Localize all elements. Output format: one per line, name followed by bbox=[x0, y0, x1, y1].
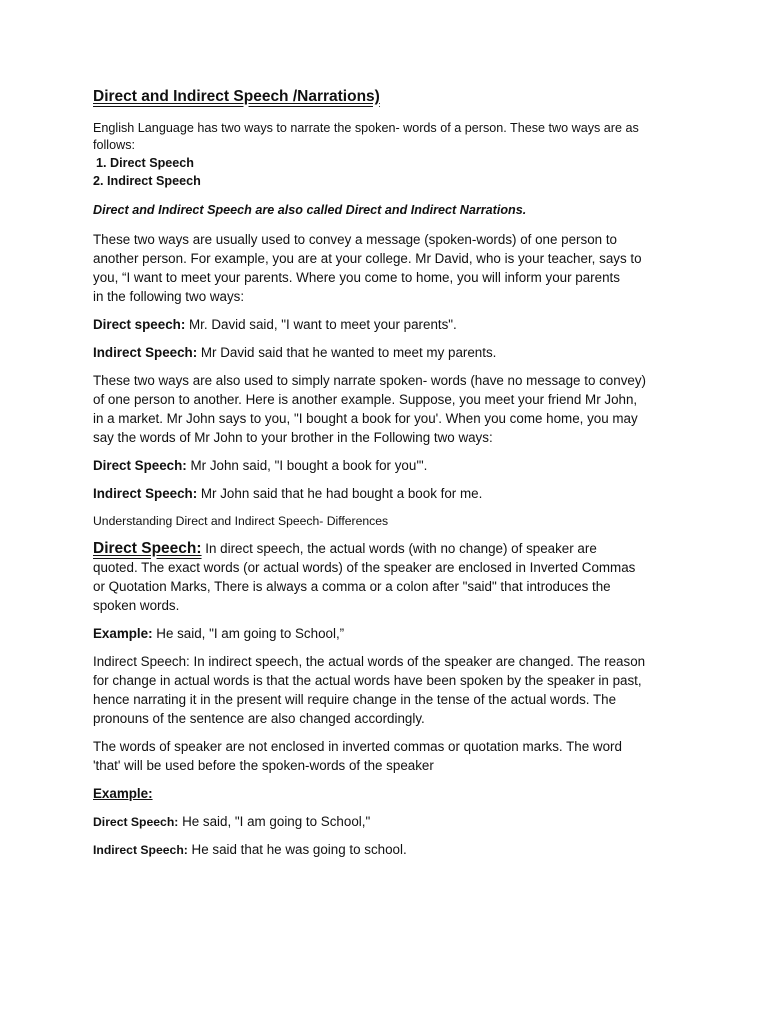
paragraph-1-line: another person. For example, you are at your college. Mr David, who is your teacher, says to bbox=[93, 251, 642, 266]
direct-speech-text: Mr. David said, "I want to meet your parents". bbox=[185, 317, 457, 332]
indirect-speech-label: Indirect Speech: bbox=[93, 345, 198, 360]
paragraph-1-line: These two ways are usually used to convey a message (spoken-words) of one person to bbox=[93, 232, 617, 247]
direct-speech-text: He said, "I am going to School," bbox=[178, 814, 371, 829]
intro-line-1: English Language has two ways to narrate the spoken- words of a person. These two ways are as bbox=[93, 121, 639, 135]
direct-speech-text: Mr John said, "I bought a book for you'". bbox=[186, 458, 428, 473]
paragraph-1-line: you, “I want to meet your parents. Where you come to home, you will inform your parents bbox=[93, 270, 620, 285]
final-example-direct bbox=[93, 812, 683, 831]
indirect-speech-line: pronouns of the sentence are also changed accordingly. bbox=[93, 711, 425, 726]
paragraph-2-line: of one person to another. Here is another example. Suppose, you meet your friend Mr John, bbox=[93, 392, 638, 407]
indirect-speech-text: Mr John said that he had bought a book for me. bbox=[197, 486, 483, 501]
paragraph-2-line: These two ways are also used to simply narrate spoken- words (have no message to convey) bbox=[93, 373, 646, 388]
direct-speech-label: Direct Speech: bbox=[93, 815, 179, 829]
paragraph-1-line: in the following two ways: bbox=[93, 289, 245, 304]
final-example-indirect bbox=[93, 840, 683, 859]
indirect-speech-label: Indirect Speech: bbox=[93, 486, 198, 501]
example-2-direct bbox=[93, 456, 683, 475]
direct-speech-section bbox=[93, 539, 683, 615]
indirect-speech-line: hence narrating it in the present will require change in the tense of the actual words. The bbox=[93, 692, 617, 707]
direct-speech-first-line bbox=[93, 539, 683, 558]
document-title: Direct and Indirect Speech /Narrations) bbox=[93, 88, 380, 105]
indirect-speech-text: Mr David said that he wanted to meet my parents. bbox=[197, 345, 497, 360]
quotation-marks-paragraph bbox=[93, 737, 683, 775]
quotation-marks-line: The words of speaker are not enclosed in inverted commas or quotation marks. The word bbox=[93, 739, 622, 754]
direct-speech-line: spoken words. bbox=[93, 598, 180, 613]
example-1-indirect bbox=[93, 343, 683, 362]
direct-speech-line: or Quotation Marks, There is always a comma or a colon after "said" that introduces the bbox=[93, 579, 611, 594]
indirect-speech-text: He said that he was going to school. bbox=[187, 842, 407, 857]
paragraph-2 bbox=[93, 371, 683, 447]
final-example-heading bbox=[93, 784, 683, 803]
paragraph-2-line: in a market. Mr John says to you, "I bought a book for you'. When you come home, you may bbox=[93, 411, 638, 426]
indirect-speech-label: Indirect Speech: bbox=[93, 843, 188, 857]
differences-subheading: Understanding Direct and Indirect Speech- Differences bbox=[93, 514, 389, 528]
narrations-note: Direct and Indirect Speech are also called Direct and Indirect Narrations. bbox=[93, 203, 527, 217]
document-page bbox=[93, 86, 683, 868]
example-text: He said, "I am going to School,” bbox=[152, 626, 345, 641]
example-1-direct bbox=[93, 315, 683, 334]
direct-speech-heading: Direct Speech: bbox=[93, 540, 202, 557]
intro-line-2: follows: bbox=[93, 138, 135, 152]
direct-speech-label: Direct speech: bbox=[93, 317, 186, 332]
list-item-indirect-speech: 2. Indirect Speech bbox=[93, 174, 201, 188]
example-label: Example: bbox=[93, 626, 153, 641]
quotation-marks-line: 'that' will be used before the spoken-words of the speaker bbox=[93, 758, 434, 773]
example-heading: Example: bbox=[93, 786, 153, 801]
direct-speech-line: quoted. The exact words (or actual words) of the speaker are enclosed in Inverted Commas bbox=[93, 560, 636, 575]
direct-speech-intro: In direct speech, the actual words (with no change) of speaker are bbox=[201, 541, 597, 556]
paragraph-1 bbox=[93, 230, 683, 306]
list-item-direct-speech: 1. Direct Speech bbox=[96, 156, 194, 170]
example-2-indirect bbox=[93, 484, 683, 503]
direct-speech-label: Direct Speech: bbox=[93, 458, 187, 473]
indirect-speech-line: for change in actual words is that the actual words have been spoken by the speaker in past, bbox=[93, 673, 642, 688]
direct-speech-example bbox=[93, 624, 683, 643]
paragraph-2-line: say the words of Mr John to your brother in the Following two ways: bbox=[93, 430, 493, 445]
indirect-speech-section bbox=[93, 652, 683, 728]
indirect-speech-line: Indirect Speech: In indirect speech, the actual words of the speaker are changed. The reason bbox=[93, 654, 646, 669]
